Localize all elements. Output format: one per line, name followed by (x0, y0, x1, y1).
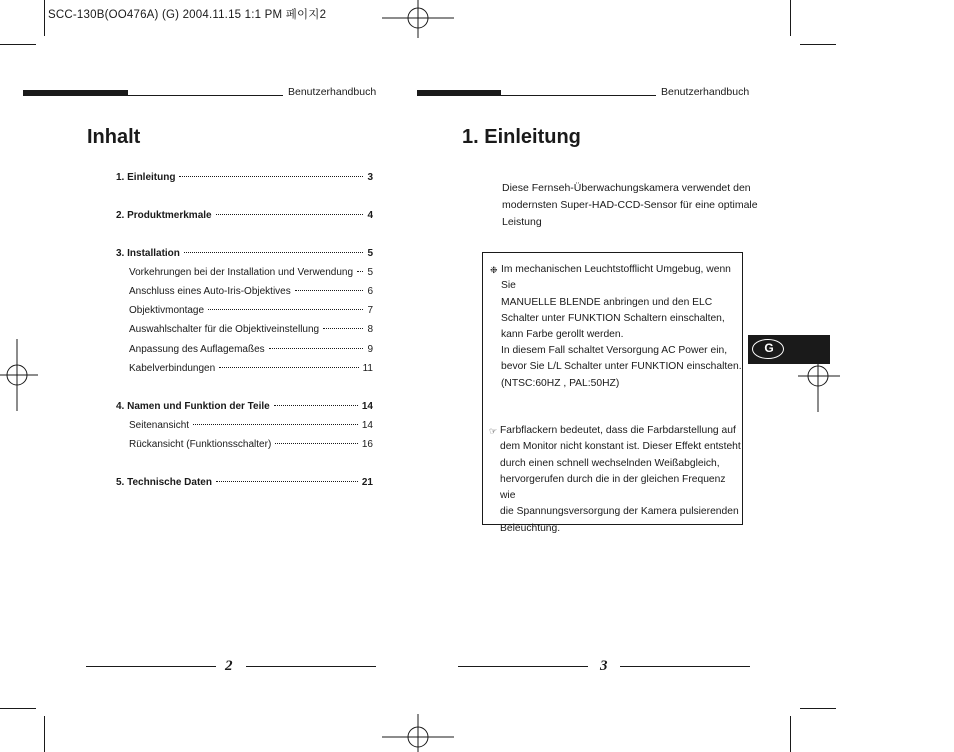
flicker-note: ☞ Farbflackern bedeutet, dass die Farbdarstellung auf dem Monitor nicht konstant ist. Dieser Effekt entsteht durch einen schnell wechselnden Weißabgleich, hervorgerufen durch die in der gleichen Frequenz wie die Spannungsversorgung der Kamera pulsierenden Beleuchtung. (489, 425, 741, 534)
toc-subentry[interactable]: Rückansicht (Funktionsschalter) 16 (129, 439, 373, 450)
pointing-hand-icon: ☞ (489, 426, 498, 436)
footer-rule-left-a (86, 666, 216, 667)
registration-mark-bottom (378, 712, 458, 752)
language-tab[interactable] (748, 335, 830, 364)
toc-subentry[interactable]: Seitenansicht 14 (129, 420, 373, 431)
registration-mark-left (0, 335, 40, 415)
notes-box (482, 252, 743, 534)
caution-note: ❉ Im mechanischen Leuchtstofflicht Umgebug, wenn Sie MANUELLE BLENDE anbringen und den ELC Schalter unter FUNKTION Schaltern einschalten, kann Farbe gerollt werden. (490, 264, 731, 341)
toc-entry[interactable]: 2. Produktmerkmale 4 (116, 210, 373, 221)
caution-icon: ❉ (490, 265, 498, 275)
toc-entry[interactable]: 1. Einleitung 3 (116, 172, 373, 183)
page-number-left: 2 (225, 658, 233, 674)
page-title-left: Inhalt (87, 126, 141, 148)
toc-entry[interactable]: 4. Namen und Funktion der Teile 14 (116, 401, 373, 412)
footer-rule-left-b (246, 666, 376, 667)
page-title-right: 1. Einleitung (462, 126, 581, 148)
print-slug: SCC-130B(OO476A) (G) 2004.11.15 1:1 PM 페이지2 (48, 9, 327, 21)
power-note: In diesem Fall schaltet Versorgung AC Power ein, bevor Sie L/L Schalter unter FUNKTION einschalten. (NTSC:60HZ , PAL:50HZ) (501, 345, 742, 389)
toc-subentry[interactable]: Kabelverbindungen 11 (129, 363, 373, 374)
registration-mark-top (378, 0, 458, 40)
header-label-right: Benutzerhandbuch (661, 86, 750, 98)
toc-subentry[interactable]: Vorkehrungen bei der Installation und Verwendung 5 (129, 267, 373, 278)
language-badge: G (752, 339, 784, 359)
header-label-left: Benutzerhandbuch (288, 86, 377, 98)
toc-entry[interactable]: 3. Installation 5 (116, 248, 373, 259)
toc-subentry[interactable]: Anschluss eines Auto-Iris-Objektives 6 (129, 286, 373, 297)
footer-rule-right-a (458, 666, 588, 667)
toc-subentry[interactable]: Objektivmontage 7 (129, 305, 373, 316)
toc-subentry[interactable]: Auswahlschalter für die Objektiveinstellung 8 (129, 324, 373, 335)
footer-rule-right-b (620, 666, 750, 667)
page-number-right: 3 (600, 658, 608, 674)
toc-subentry[interactable]: Anpassung des Auflagemaßes 9 (129, 344, 373, 355)
intro-paragraph: Diese Fernseh-Überwachungskamera verwendet den modernsten Super-HAD-CCD-Sensor für eine optimale Leistung (502, 182, 758, 228)
toc-entry[interactable]: 5. Technische Daten 21 (116, 477, 373, 488)
